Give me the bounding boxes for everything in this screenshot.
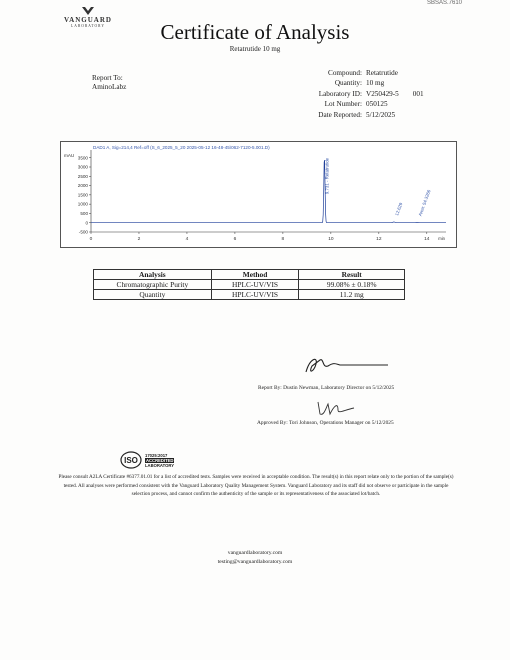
- info-row-lab-id: [230, 89, 440, 99]
- results-table: [93, 269, 405, 300]
- approved-by-line: Approved By: Tori Johnson, Operations Manager on 5/12/2025: [257, 420, 394, 426]
- header-result: Result: [299, 270, 405, 280]
- lab-id-value: V250429-5: [366, 89, 399, 98]
- lab-id-extra: 001: [412, 89, 424, 98]
- y-tick-label: 3000: [77, 164, 88, 170]
- table-row: [94, 290, 405, 300]
- disclaimer-text: Please consult A2LA Certificate #6377.01.01 for a list of accredited tests. Samples were received in acceptable condition. The result(s) in this report relate only to the portion of the sample(s) tested. All analyses were performed consistent with the Vanguard Laboratory Quality Management System. Vanguard Laboratory and its staff did not observe or participate in the sample selection process, and cannot confirm the authenticity of the sample or its representativeness of the associated lot/batch.: [58, 474, 454, 498]
- chromatogram-svg: [61, 142, 456, 247]
- cell-analysis: Quantity: [94, 290, 212, 300]
- peak-label: 9.731 - Retatrutide: [324, 157, 330, 195]
- x-tick-label: 14: [424, 237, 430, 242]
- x-tick-label: 8: [281, 237, 285, 242]
- chromatogram: [60, 141, 457, 248]
- reported-by-line: Report By: Dustin Newman, Laboratory Director on 5/12/2025: [258, 385, 395, 391]
- logo-sub: LABORATORY: [71, 24, 105, 28]
- page-subtitle: Retatrutide 10 mg: [229, 45, 281, 53]
- contact-website[interactable]: vanguardlaboratory.com: [227, 550, 283, 556]
- signature-newman: [300, 350, 390, 380]
- info-row-date: [230, 110, 440, 120]
- accreditation-line-3: LABORATORY: [145, 462, 175, 468]
- header-method: Method: [211, 270, 299, 280]
- y-tick-label: -500: [78, 229, 88, 235]
- report-to-label: Report To:: [92, 74, 123, 82]
- y-tick-label: 2500: [77, 173, 88, 179]
- y-tick-label: 2000: [77, 183, 88, 189]
- quantity-value: 10 mg: [366, 79, 385, 88]
- x-tick-label: 2: [137, 237, 141, 242]
- accreditation-badge: [120, 451, 174, 469]
- y-tick-label: 3500: [77, 155, 88, 161]
- y-tick-label: 1000: [77, 201, 88, 207]
- report-to-block: [92, 74, 126, 92]
- info-row-quantity: [230, 78, 440, 88]
- accreditation-line-2: ACCREDITED: [146, 457, 174, 463]
- logo-mark-icon: [81, 6, 95, 16]
- page-title: Certificate of Analysis: [160, 20, 350, 44]
- y-tick-label: 500: [80, 211, 88, 217]
- document-code: SBSAS.7610: [426, 0, 462, 6]
- chart-title: DAD1 A, Sig=214,4 Ref=off (S_6_2025_5_20 2025-05-12 16-48-45\062-7120-5.001.D): [93, 145, 270, 150]
- header-analysis: Analysis: [94, 270, 212, 280]
- sample-info: [230, 68, 440, 120]
- contact-email[interactable]: testing@vanguardlaboratory.com: [217, 559, 293, 565]
- accreditation-text: [145, 453, 174, 468]
- lot-value: 050125: [366, 100, 388, 109]
- x-tick-label: 0: [89, 237, 93, 242]
- lot-label: Lot Number:: [324, 100, 362, 109]
- cell-result: 99.08% ± 0.18%: [299, 280, 405, 290]
- compound-value: Retatrutide: [366, 69, 398, 77]
- cell-method: HPLC-UV/VIS: [211, 290, 299, 300]
- x-tick-label: 4: [185, 237, 189, 242]
- peak-label: Area: 54.3266: [417, 189, 432, 217]
- x-tick-label: 10: [328, 237, 334, 242]
- iso-text: ISO: [124, 456, 138, 465]
- x-tick-label: 6: [233, 237, 237, 242]
- lab-id-label: Laboratory ID:: [318, 89, 362, 98]
- cell-method: HPLC-UV/VIS: [211, 280, 299, 290]
- info-row-compound: [230, 68, 440, 78]
- y-axis-label: mAU: [64, 153, 75, 158]
- compound-label: Compound:: [328, 69, 362, 77]
- signature-johnson: [314, 396, 364, 418]
- x-tick-label: 12: [376, 237, 382, 242]
- chromatogram-trace: [91, 160, 446, 223]
- date-label: Date Reported:: [318, 110, 362, 119]
- info-row-lot: [230, 99, 440, 109]
- accreditation-line-1: 17025:2017: [145, 452, 168, 458]
- y-tick-label: 1500: [77, 192, 88, 198]
- contact-block: [0, 549, 510, 567]
- logo-name: VANGUARD: [64, 16, 112, 24]
- quantity-label: Quantity:: [334, 79, 362, 88]
- report-to-name: AminoLabz: [92, 83, 127, 91]
- iso-logo-icon: [120, 451, 142, 469]
- results-header-row: [94, 270, 405, 280]
- date-value: 5/12/2025: [366, 110, 396, 119]
- cell-analysis: Chromatographic Purity: [94, 280, 212, 290]
- cell-result: 11.2 mg: [299, 290, 405, 300]
- x-axis-unit: min: [438, 236, 445, 241]
- y-tick-label: 0: [85, 220, 88, 226]
- peak-label: 12.629: [394, 201, 404, 217]
- table-row: [94, 280, 405, 290]
